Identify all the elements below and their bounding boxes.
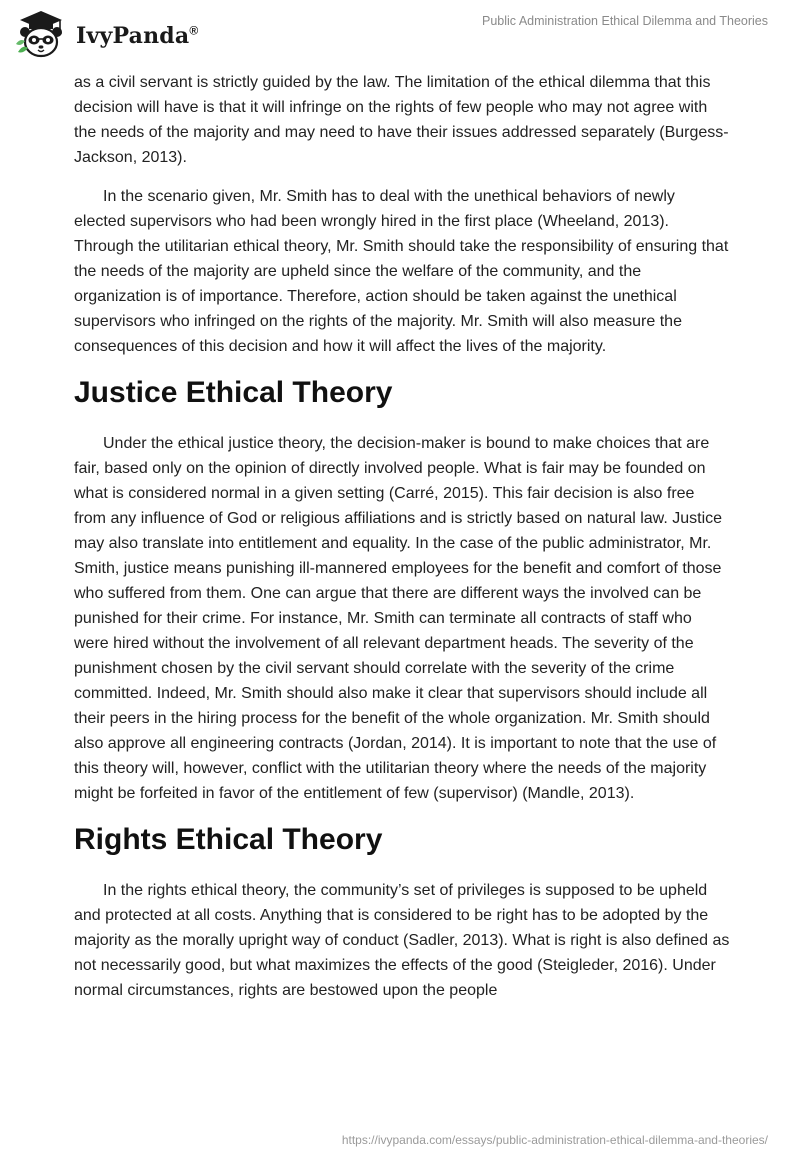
paragraph: In the rights ethical theory, the community’s set of privileges is supposed to be upheld and protected at all costs. Anything that is considered to be right has to be adopted by the majority as the morally upright way of conduct (Sadler, 2013). What is right is also defined as not necessarily good, but what maximizes the effects of the good (Steigleder, 2016). Under normal circumstances, rights are bestowed upon the people bbox=[74, 882, 730, 999]
section-heading-justice: Justice Ethical Theory bbox=[74, 376, 393, 409]
section-heading-rights: Rights Ethical Theory bbox=[74, 823, 383, 856]
paragraph: as a civil servant is strictly guided by the law. The limitation of the ethical dilemma that this decision will have is that it will infringe on the rights of few people who may not agree with the needs of the majority and may need to have their issues addressed separately (Burgess-Jackson, 2013). bbox=[74, 74, 729, 166]
essay-content bbox=[74, 70, 730, 1017]
brand-name: IvyPanda® bbox=[76, 23, 199, 49]
panda-graduate-icon bbox=[14, 8, 68, 60]
paragraph: Under the ethical justice theory, the decision-maker is bound to make choices that are fair, based only on the opinion of directly involved people. What is fair may be founded on what is considered normal in a given setting (Carré, 2015). This fair decision is also free from any influence of God or religious affiliations and is strictly based on natural law. Justice may also translate into entitlement and equality. In the case of the public administrator, Mr. Smith, justice means punishing ill-mannered employees for the benefit and comfort of those who suffered from them. One can argue that there are different ways the involved can be punished for their crime. For instance, Mr. Smith can terminate all contracts of staff who were hired without the involvement of all relevant department heads. The severity of the punishment chosen by the civil servant should correlate with the severity of the crime committed. Indeed, Mr. Smith should also make it clear that supervisors should include all their peers in the hiring process for the benefit of the whole organization. Mr. Smith should also approve all engineering contracts (Jordan, 2014). It is important to note that the use of this theory will, however, conflict with the utilitarian theory where the needs of the majority might be forfeited in favor of the entitlement of few (supervisor) (Mandle, 2013). bbox=[74, 435, 723, 802]
source-url: https://ivypanda.com/essays/public-administration-ethical-dilemma-and-theories/ bbox=[341, 1133, 768, 1147]
ivypanda-logo[interactable] bbox=[14, 8, 198, 60]
page-header bbox=[0, 0, 800, 70]
paragraph: In the scenario given, Mr. Smith has to deal with the unethical behaviors of newly elected supervisors who had been wrongly hired in the first place (Wheeland, 2013). Through the utilitarian ethical theory, Mr. Smith should take the responsibility of ensuring that the needs of the majority are upheld since the welfare of the community, and the organization is of importance. Therefore, action should be taken against the unethical supervisors who infringed on the rights of the majority. Mr. Smith will also measure the consequences of this decision and how it will affect the lives of the majority. bbox=[74, 188, 729, 355]
document-title: Public Administration Ethical Dilemma and Theories bbox=[481, 14, 768, 28]
registered-mark: ® bbox=[189, 23, 199, 38]
